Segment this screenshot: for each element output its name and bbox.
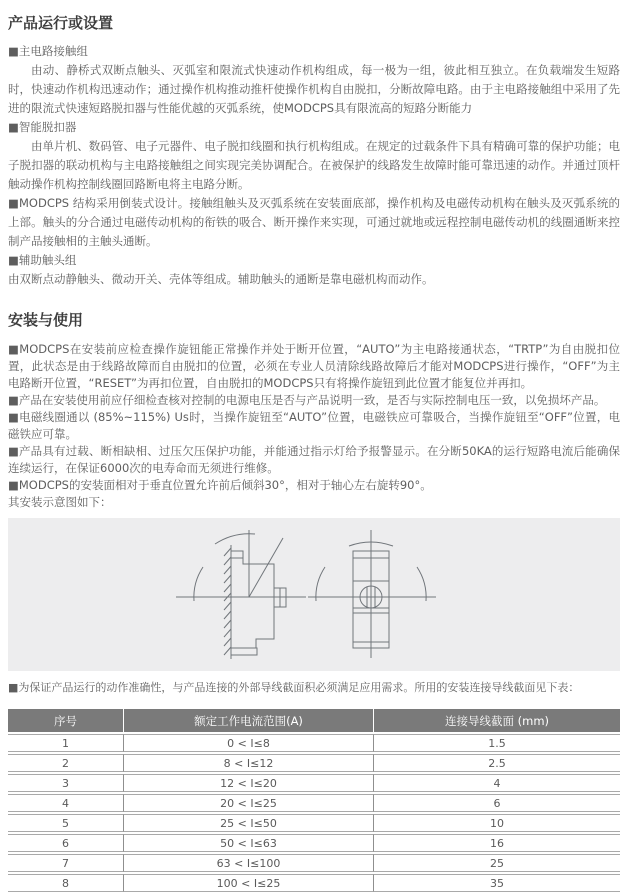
para-install-protection: ■产品具有过载、断相缺相、过压欠压保护功能，并能通过指示灯给予报警显示。在分断50KA的运行短路电流后能确保连续运行，在保证6000次的电寿命而无须进行维修。	[8, 444, 620, 475]
installation-diagram-panel	[8, 518, 620, 671]
table-header-row	[8, 709, 620, 732]
table-row: 4 20 < I≤25 6	[8, 794, 620, 812]
col-header-wire-section: 连接导线截面 (mm)	[373, 709, 620, 732]
device-bottom-tab	[231, 648, 257, 655]
bullet-smart-release: ■智能脱扣器	[8, 120, 77, 134]
col-header-current-range: 额定工作电流范围(A)	[123, 709, 373, 732]
col-header-index: 序号	[8, 709, 123, 732]
front-view-drawing	[308, 530, 436, 658]
table-row: 3 12 < I≤20 4	[8, 774, 620, 792]
side-view-drawing	[176, 530, 306, 659]
bullet-main-contact-group: ■主电路接触组	[8, 44, 88, 58]
installation-diagram	[8, 518, 620, 671]
device-top-tab	[231, 551, 243, 558]
table-row: 8 100 < I≤25 35	[8, 874, 620, 892]
para-wire-requirement: ■为保证产品运行的动作准确性，与产品连接的外部导线截面积必须满足应用需求。所用的安装连接导线截面见下表：	[8, 681, 580, 694]
para-smart-release-desc: 由单片机、数码管、电子元器件、电子脱扣线圈和执行机构组成。在规定的过载条件下具有精确可靠的保护功能；电子脱扣器的联动机构与主电路接触组之间实现完美协调配合。在被保护的线路发生故障时能可靠迅速的动作。并通过顶杆触动操作机构控制线圈回路断电将主电路分断。	[8, 139, 620, 191]
section-operation	[8, 42, 620, 289]
para-install-voltage-check: ■产品在安装使用前应仔细检查核对控制的电源电压是否与产品说明一致，是否与实际控制电压一致，以免损坏产品。	[8, 393, 606, 407]
para-install-coil-voltage: ■电磁线圈通以 (85%~115%) Us时，当操作旋钮至“AUTO”位置，电磁铁应可靠吸合，当操作旋钮至“OFF”位置，电磁铁应可靠。	[8, 410, 620, 441]
table-row: 6 50 < I≤63 16	[8, 834, 620, 852]
para-structure-design: ■MODCPS 结构采用倒装式设计。接触组触头及灭弧系统在安装面底部，操作机构及电磁传动机构在触头及灭弧系统的上部。触头的分合通过电磁传动机构的衔铁的吸合、断开操作来实现，可通过就地或远程控制电磁传动机的线圈通断来控制产品接触相的主触头通断。	[8, 196, 620, 248]
table-row: 2 8 < I≤12 2.5	[8, 754, 620, 772]
device-profile-outline	[231, 558, 274, 648]
section-install	[8, 341, 620, 511]
bullet-aux-contact-group: ■辅助触头组	[8, 253, 77, 267]
para-diagram-caption: 其安装示意图如下：	[8, 495, 112, 509]
table-row: 5 25 < I≤50 10	[8, 814, 620, 832]
section-title-operation: 产品运行或设置	[8, 14, 114, 32]
table-row: 1 0 < I≤8 1.5	[8, 734, 620, 752]
tilt-arc-left	[194, 567, 203, 601]
para-install-knob-positions: ■MODCPS在安装前应检查操作旋钮能正常操作并处于断开位置，“AUTO”为主电路接通状态，“TRTP”为自由脱扣位置，此状态是由于线路故障而自由脱扣的位置，必须在专业人员清除线路故障后才能对MODCPS进行操作，“OFF”为主电路断开位置，“RESET”为再扣位置，自由脱扣的MODCPS只有将操作旋钮到此位置才能复位并再扣。	[8, 342, 620, 390]
section-title-install: 安装与使用	[8, 311, 84, 329]
para-install-tilt-limits: ■MODCPS的安装面相对于垂直位置允许前后倾斜30°，相对于轴心左右旋转90°。	[8, 478, 432, 492]
para-aux-contact-desc: 由双断点动静触头、微动开关、壳体等组成。辅助触头的通断是靠电磁机构而动作。	[8, 272, 434, 286]
para-main-contact-group-desc: 由动、静桥式双断点触头、灭弧室和限流式快速动作机构组成，每一极为一组，彼此相互独立。在负载端发生短路时，快速动作机构迅速动作；通过操作机构推动推杆使操作机构自由脱扣，分断故障电路。由于主电路接触组中采用了先进的限流式快速短路脱扣器与性能优越的灭弧系统，使MODCPS具有限流高的短路分断能力	[8, 63, 620, 115]
wire-cross-section-table	[8, 707, 620, 894]
table-row: 7 63 < I≤100 25	[8, 854, 620, 872]
rotation-arc-right	[417, 567, 426, 601]
wall-hatching	[224, 548, 231, 655]
rotation-arc-left	[316, 567, 325, 601]
